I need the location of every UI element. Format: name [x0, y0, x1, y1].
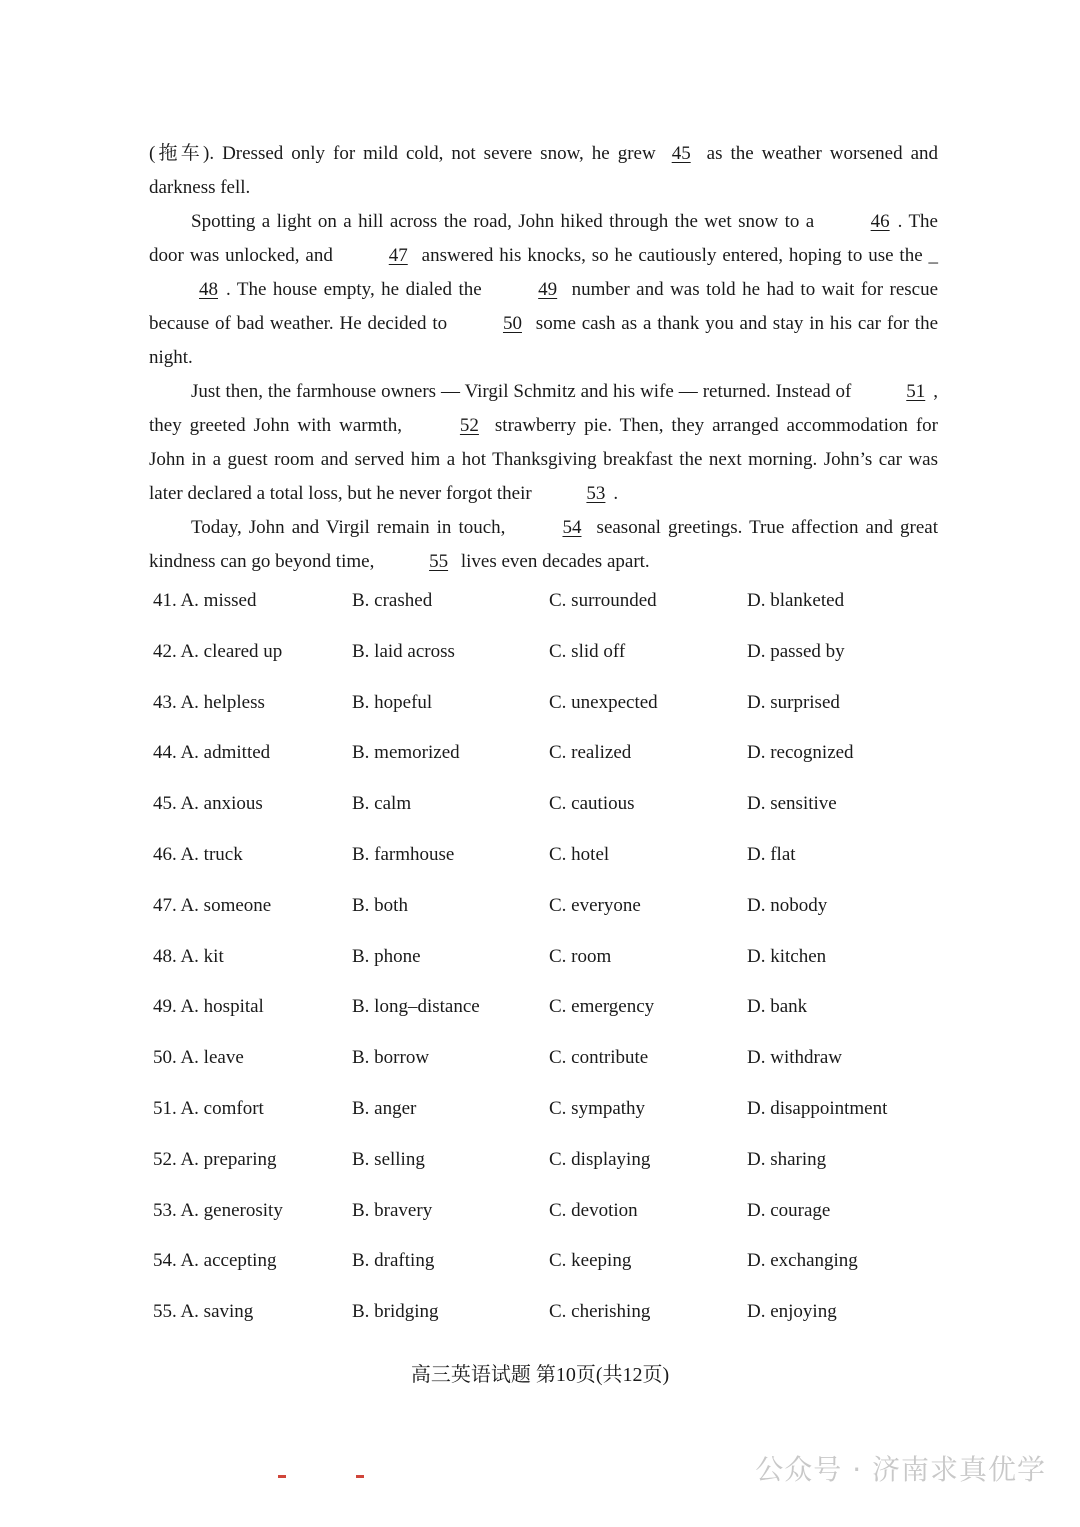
- question-50-options: [153, 1043, 953, 1094]
- blank-46: 46: [870, 211, 890, 232]
- option-d: D. sharing: [747, 1148, 827, 1170]
- passage-text: seasonal greetings. True affection and great kindness can go beyond time,: [149, 517, 939, 572]
- question-51-options: [153, 1094, 953, 1145]
- option-b: B. both: [352, 894, 408, 916]
- paragraph-3: [149, 375, 938, 511]
- passage-text: Spotting a light on a hill across the road, John hiked through the wet snow to a: [191, 211, 815, 232]
- option-c: C. cherishing: [549, 1301, 651, 1323]
- question-52-options: [153, 1145, 953, 1196]
- scan-mark: [356, 1475, 364, 1478]
- watermark: 公众号 · 济南求真优学: [755, 1453, 1046, 1486]
- option-c: C. unexpected: [549, 691, 658, 713]
- passage-text: as the weather worsened and darkness fell.: [149, 143, 939, 198]
- option-b: B. drafting: [352, 1250, 435, 1272]
- option-c: C. contribute: [549, 1047, 649, 1069]
- question-47-options: [153, 891, 953, 942]
- option-c: C. surrounded: [549, 590, 657, 611]
- option-b: B. memorized: [352, 742, 460, 764]
- option-c: C. sympathy: [549, 1097, 646, 1119]
- option-a: 44. A. admitted: [153, 742, 271, 764]
- blank-54: 54: [562, 517, 582, 538]
- question-46-options: [153, 840, 953, 891]
- option-a: 54. A. accepting: [153, 1250, 277, 1272]
- question-48-options: [153, 942, 953, 993]
- option-a: 47. A. someone: [153, 894, 272, 916]
- option-c: C. keeping: [549, 1250, 632, 1272]
- passage-text: . The door was unlocked, and: [149, 211, 938, 266]
- question-55-options: [153, 1297, 953, 1348]
- passage-text: , they greeted John with warmth,: [149, 381, 938, 436]
- option-a: 41. A. missed: [153, 590, 257, 611]
- option-b: B. selling: [352, 1148, 425, 1170]
- blank-48: 48: [199, 279, 218, 300]
- question-54-options: [153, 1246, 953, 1297]
- cloze-passage: [149, 137, 938, 579]
- option-d: D. kitchen: [747, 945, 827, 967]
- page-footer: 高三英语试题 第10页(共12页): [410, 1364, 670, 1386]
- option-d: D. sensitive: [747, 793, 837, 815]
- option-c: C. hotel: [549, 843, 610, 865]
- option-a: 43. A. helpless: [153, 691, 265, 713]
- blank-49: 49: [538, 279, 558, 300]
- passage-text: (拖车). Dressed only for mild cold, not severe snow, he grew: [149, 143, 656, 164]
- option-a: 42. A. cleared up: [153, 640, 283, 662]
- option-b: B. long–distance: [352, 996, 480, 1018]
- option-d: D. courage: [747, 1199, 831, 1221]
- option-a: 55. A. saving: [153, 1301, 254, 1323]
- option-b: B. phone: [352, 945, 421, 967]
- question-49-options: [153, 992, 953, 1043]
- option-a: 51. A. comfort: [153, 1097, 264, 1119]
- paragraph-1: [149, 137, 938, 205]
- option-b: B. bravery: [352, 1199, 433, 1221]
- passage-text: Today, John and Virgil remain in touch,: [191, 517, 506, 538]
- option-a: 46. A. truck: [153, 843, 243, 865]
- option-d: D. bank: [747, 996, 808, 1018]
- option-a: 48. A. kit: [153, 945, 224, 967]
- passage-text: number and was told he had to wait for rescue because of bad weather. He decided to: [149, 279, 939, 334]
- passage-text: answered his knocks, so he cautiously entered, hoping to use the _: [421, 245, 939, 266]
- option-b: B. bridging: [352, 1301, 439, 1323]
- option-d: D. flat: [747, 843, 796, 865]
- option-b: B. calm: [352, 793, 412, 815]
- option-d: D. nobody: [747, 894, 828, 916]
- option-c: C. everyone: [549, 894, 641, 916]
- option-c: C. room: [549, 945, 612, 967]
- question-45-options: [153, 789, 953, 840]
- option-d: D. disappointment: [747, 1097, 888, 1119]
- option-a: 50. A. leave: [153, 1047, 244, 1069]
- option-d: D. enjoying: [747, 1301, 837, 1323]
- blank-52: 52: [459, 415, 479, 436]
- question-41-options: [153, 586, 953, 637]
- option-c: C. realized: [549, 742, 632, 764]
- blank-47: 47: [388, 245, 408, 266]
- option-d: D. blanketed: [747, 590, 845, 611]
- option-d: D. recognized: [747, 742, 854, 764]
- option-b: B. borrow: [352, 1047, 430, 1069]
- passage-text: lives even decades apart.: [460, 551, 650, 572]
- option-c: C. emergency: [549, 996, 655, 1018]
- option-b: B. anger: [352, 1097, 417, 1119]
- paragraph-2: [149, 205, 938, 375]
- scan-mark: [278, 1475, 286, 1478]
- option-b: B. laid across: [352, 640, 455, 662]
- question-53-options: [153, 1196, 953, 1247]
- blank-50: 50: [502, 313, 522, 334]
- option-a: 53. A. generosity: [153, 1199, 283, 1221]
- passage-text: .: [613, 483, 619, 504]
- option-c: C. cautious: [549, 793, 635, 815]
- passage-text: strawberry pie. Then, they arranged accommodation for John in a guest room and served him a hot Thanksgiving breakfast the next morning. John’s car was later declared a total loss, but he never forgot their: [149, 415, 938, 504]
- blank-45: 45: [671, 143, 691, 164]
- blank-51: 51: [906, 381, 926, 402]
- option-c: C. displaying: [549, 1148, 651, 1170]
- option-b: B. crashed: [352, 590, 433, 611]
- option-a: 49. A. hospital: [153, 996, 264, 1018]
- option-d: D. exchanging: [747, 1250, 858, 1272]
- option-b: B. hopeful: [352, 691, 433, 713]
- option-d: D. withdraw: [747, 1047, 842, 1069]
- option-c: C. devotion: [549, 1199, 638, 1221]
- option-b: B. farmhouse: [352, 843, 455, 865]
- answer-options: [153, 586, 953, 1348]
- option-c: C. slid off: [549, 640, 626, 662]
- option-d: D. surprised: [747, 691, 840, 713]
- blank-55: 55: [429, 551, 449, 572]
- question-44-options: [153, 738, 953, 789]
- option-d: D. passed by: [747, 640, 845, 662]
- option-a: 45. A. anxious: [153, 793, 263, 815]
- passage-text: Just then, the farmhouse owners — Virgil Schmitz and his wife — returned. Instead of: [191, 381, 852, 402]
- paragraph-4: [149, 511, 938, 579]
- question-43-options: [153, 688, 953, 739]
- passage-text: . The house empty, he dialed the: [226, 279, 482, 300]
- blank-53: 53: [586, 483, 606, 504]
- question-42-options: [153, 637, 953, 688]
- option-a: 52. A. preparing: [153, 1148, 277, 1170]
- passage-text: some cash as a thank you and stay in his car for the night.: [149, 313, 939, 368]
